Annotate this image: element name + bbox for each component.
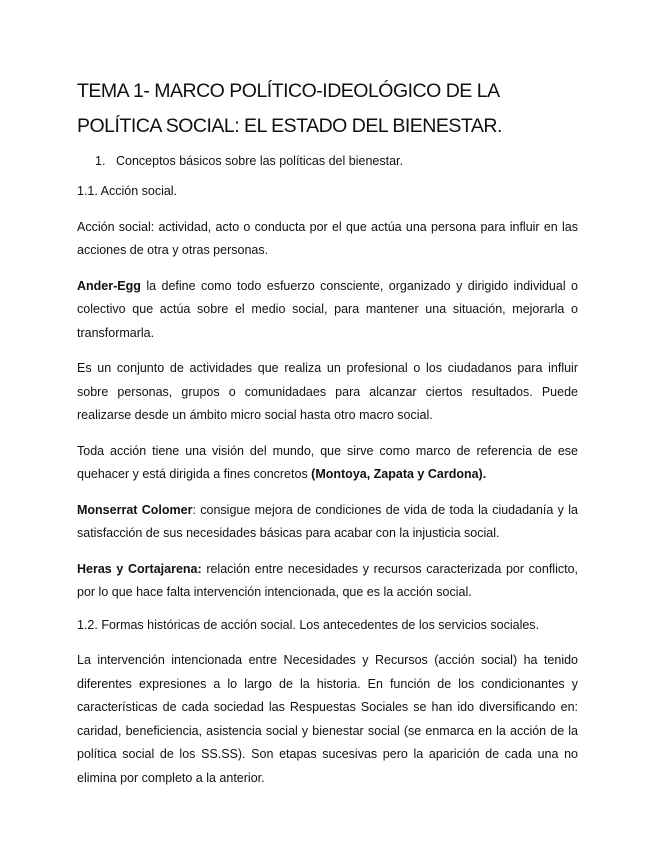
list-item-text: Conceptos básicos sobre las políticas del bienestar. — [116, 154, 403, 168]
paragraph-conjunto-actividades: Es un conjunto de actividades que realiza un profesional o los ciudadanos para influir sobre personas, grupos o comunidadaes para alcanzar ciertos resultados. Puede realizarse desde un ámbito micro social hasta otro macro social. — [77, 361, 578, 422]
paragraph-ander-egg — [77, 275, 578, 346]
list-item-number: 1. — [95, 154, 106, 168]
section-heading-1-1: 1.1. Acción social. — [77, 184, 178, 198]
section-heading-1-2: 1.2. Formas históricas de acción social. Los antecedentes de los servicios sociales. — [77, 617, 540, 632]
document-body — [77, 74, 578, 790]
paragraph-heras-cortajarena — [77, 558, 578, 605]
paragraph-text: relación entre necesidades y recursos caracterizada por conflicto, por lo que hace falta intervención intencionada, que es la acción social. — [77, 561, 578, 599]
paragraph-text: : consigue mejora de condiciones de vida de toda la ciudadanía y la satisfacción de sus necesidades básicas para acabar con la injusticia social. — [77, 502, 578, 540]
numbered-list — [77, 153, 578, 169]
paragraph-intervencion: La intervención intencionada entre Necesidades y Recursos (acción social) ha tenido diferentes expresiones a lo largo de la historia. En función de los condicionantes y características de cada sociedad las Respuestas Sociales se han ido diversificando en: caridad, beneficiencia, asistencia social y bienestar social (se enmarca en la acción de la política social de los SS.SS). Son etapas sucesivas pero la aparición de cada una no elimina por completo a la anterior. — [77, 653, 578, 785]
paragraph-vision-mundo — [77, 440, 578, 487]
paragraph-monserrat-colomer — [77, 499, 578, 546]
paragraph-text: la define como todo esfuerzo consciente, organizado y dirigido individual o colectivo que actúa sobre el medio social, para mantener una situación, mejorarla o transformarla. — [77, 278, 578, 340]
page-title: TEMA 1- MARCO POLÍTICO-IDEOLÓGICO DE LA POLÍTICA SOCIAL: EL ESTADO DEL BIENESTAR. — [77, 80, 502, 137]
paragraph-text: Toda acción tiene una visión del mundo, que sirve como marco de referencia de ese quehacer y está dirigida a fines concretos — [77, 443, 578, 481]
list-item — [77, 153, 578, 169]
author-monserrat-colomer: Monserrat Colomer — [77, 502, 193, 517]
author-heras-cortajarena: Heras y Cortajarena: — [77, 561, 202, 576]
citation-montoya: (Montoya, Zapata y Cardona). — [311, 467, 487, 481]
paragraph-accion-social: Acción social: actividad, acto o conducta por el que actúa una persona para influir en las acciones de otra y otras personas. — [77, 219, 578, 257]
author-ander-egg: Ander-Egg — [77, 278, 141, 293]
